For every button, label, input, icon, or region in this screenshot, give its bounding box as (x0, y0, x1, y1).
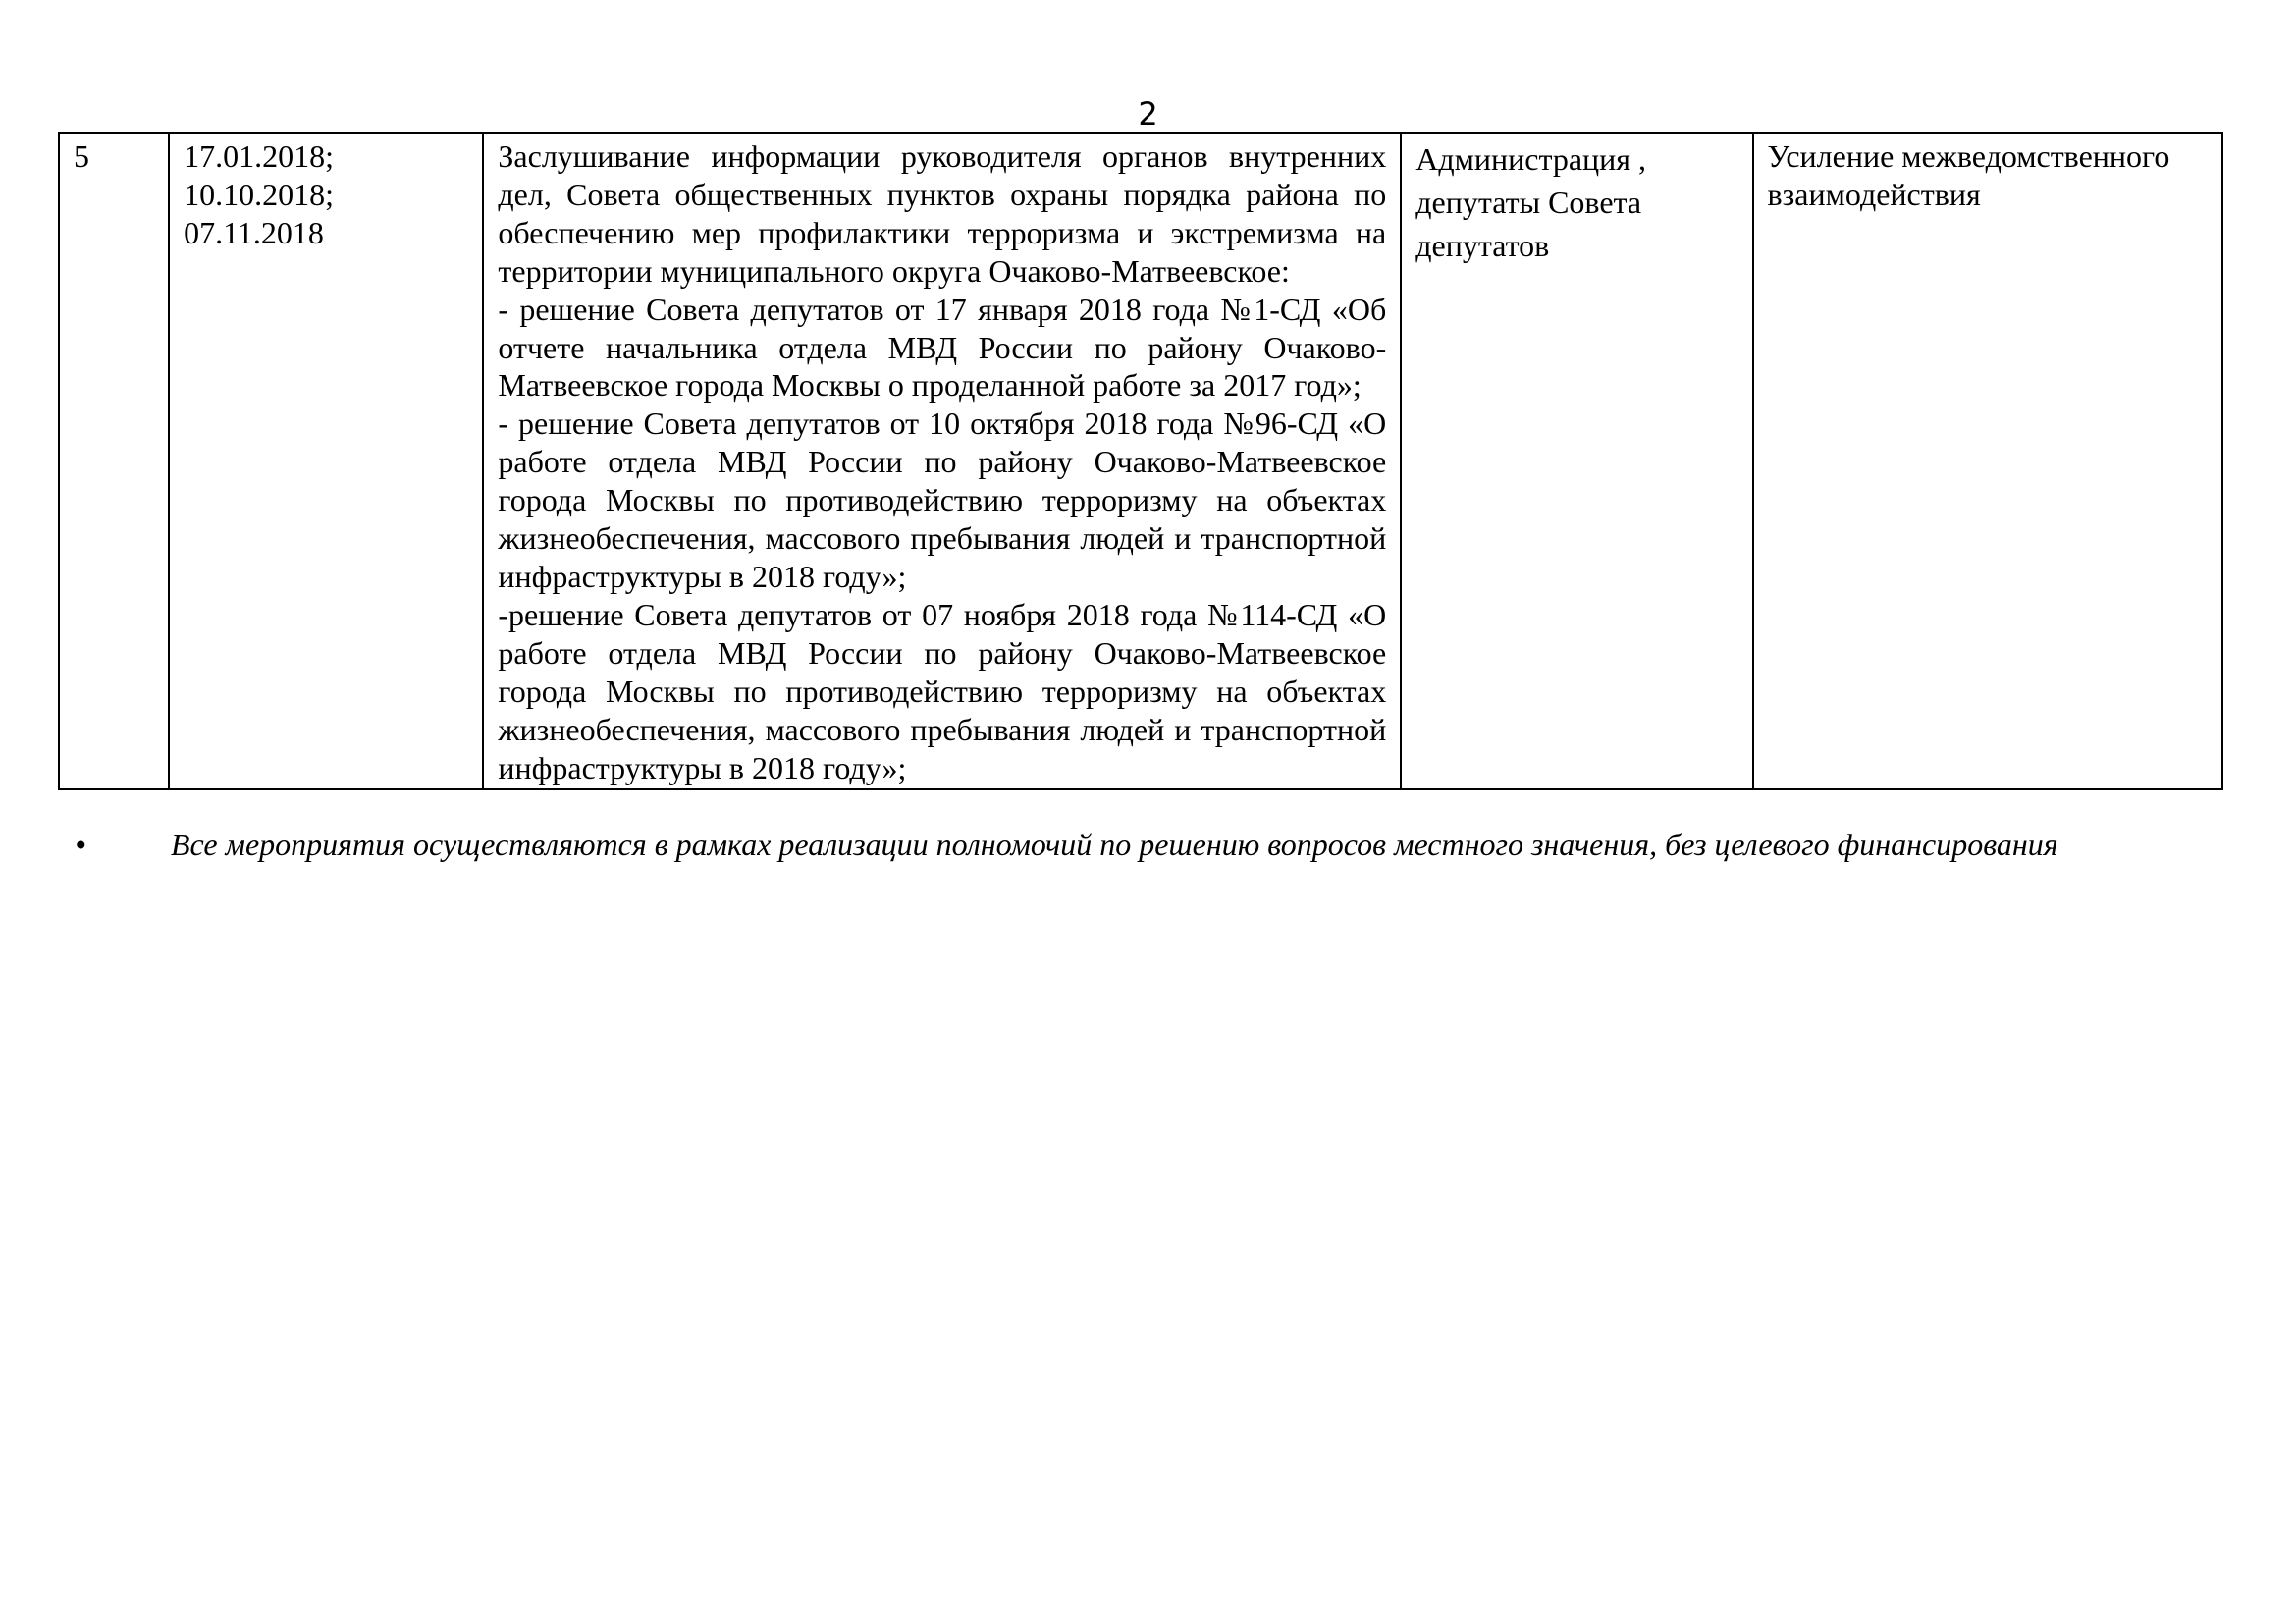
dates-cell (169, 133, 483, 789)
executors-cell (1401, 133, 1752, 789)
footnote (73, 825, 2213, 866)
date-1: 17.01.2018; (184, 138, 334, 174)
result-cell (1753, 133, 2222, 789)
row-number: 5 (74, 138, 89, 174)
bullet-icon: • (73, 830, 89, 862)
executors: Администрация , депутаты Совета депутатов (1415, 141, 1646, 263)
table-row (59, 133, 2222, 789)
date-2: 10.10.2018; (184, 176, 334, 212)
page-number: 2 (1138, 95, 1158, 133)
expected-result: Усиление межведомственного взаимодействия (1767, 138, 2170, 212)
decision-3: -решение Совета депутатов от 07 ноября 2018 года №114-СД «О работе отдела МВД России по району Очаково-Матвеевское города Москвы по противодействию терроризму на объектах жизнеобеспечения, массового пребывания людей и транспортной инфраструктуры в 2018 году»; (498, 596, 1387, 785)
event-cell (483, 133, 1401, 789)
decision-2: - решение Совета депутатов от 10 октября 2018 года №96-СД «О работе отдела МВД России по району Очаково-Матвеевское города Москвы по противодействию терроризму на объектах жизнеобеспечения, массового пребывания людей и транспортной инфраструктуры в 2018 году»; (498, 406, 1387, 594)
decision-1: - решение Совета депутатов от 17 января 2018 года №1-СД «Об отчете начальника отдела МВД России по району Очаково-Матвеевское города Москвы о проделанной работе за 2017 год»; (498, 291, 1387, 404)
date-3: 07.11.2018 (184, 214, 324, 250)
event-intro: Заслушивание информации руководителя органов внутренних дел, Совета общественных пунктов охраны порядка района по обеспечению мер профилактики терроризма и экстремизма на территории муниципального округа Очаково-Матвеевское: (498, 138, 1387, 289)
row-number-cell (59, 133, 169, 789)
footnote-text: Все мероприятия осуществляются в рамках реализации полномочий по решению вопросов местного значения, без целевого финансирования (171, 827, 2058, 862)
plan-table (58, 132, 2223, 790)
